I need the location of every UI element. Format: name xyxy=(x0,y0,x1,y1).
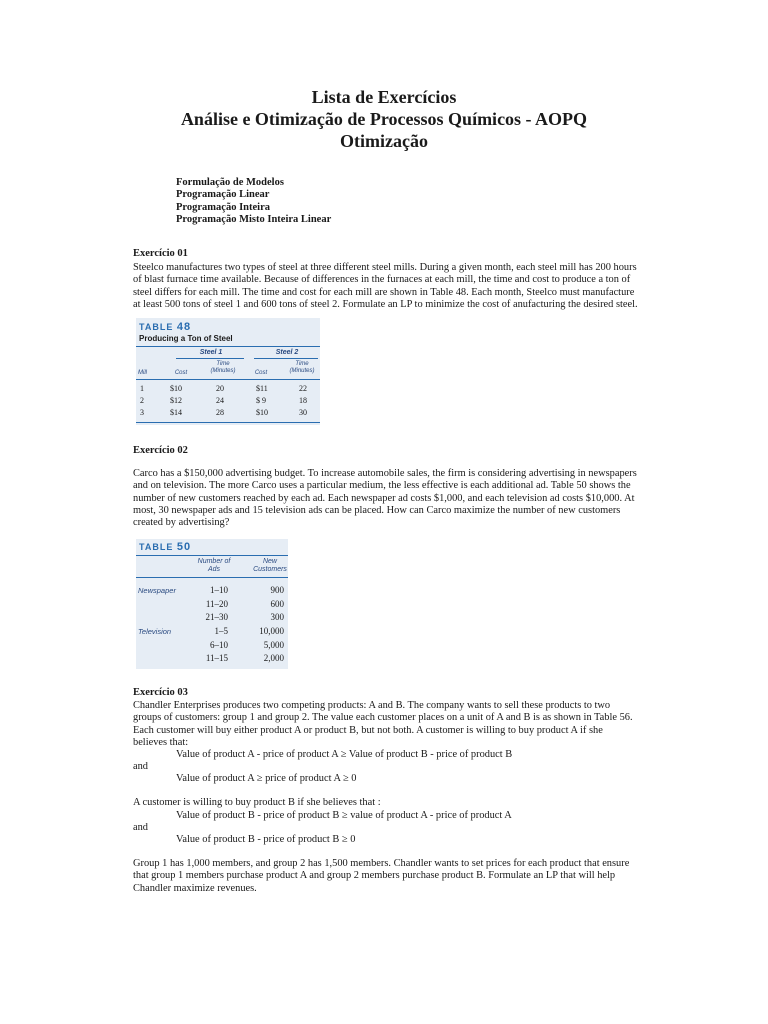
table-48-subtitle: Producing a Ton of Steel xyxy=(139,334,233,343)
divider xyxy=(136,346,320,347)
table-cell: $12 xyxy=(170,396,182,405)
condition-a1: Value of product A - price of product A ≥ Value of product B - price of product B xyxy=(176,749,513,760)
table-cell: 18 xyxy=(299,396,307,405)
table-cell: 300 xyxy=(270,612,284,622)
col-header-new-customers: New Customers xyxy=(253,558,287,573)
title-block xyxy=(0,86,768,152)
title-line-3: Otimização xyxy=(340,131,428,151)
exercise-03-closing: Group 1 has 1,000 members, and group 2 has 1,500 members. Chandler wants to set prices for each product that ensure that group 1 members purchase product A and group 2 members purchase product B. Formulate an LP that will help Chandler maximize revenues. xyxy=(133,858,630,894)
table-48-label: TABLE 48 xyxy=(139,321,192,333)
exercise-01-text: Steelco manufactures two types of steel at three different steel mills. During a given month, each steel mill has 200 hours of blast furnace time available. Because of differences in the furnaces at each mill, the time and cost to produce a ton of steel differs for each mill. The time and cost for each mill are shown in Table 48. Each month, Steelco must manufacture at least 500 tons of steel 1 and 600 tons of steel 2. Formulate an LP to minimize the cost of anufacturing the desired steel. xyxy=(133,262,638,310)
table-cell: 11–20 xyxy=(205,599,228,609)
title-line-2: Análise e Otimização de Processos Químicos - AOPQ xyxy=(180,109,588,129)
product-b-intro: A customer is willing to buy product B if she believes that : xyxy=(133,797,381,808)
table-cell: 28 xyxy=(216,408,224,417)
table-cell: $ 9 xyxy=(256,396,266,405)
table-cell: 2,000 xyxy=(263,653,284,663)
row-label-television: Television xyxy=(138,627,172,636)
topic-item: Programação Misto Inteira Linear xyxy=(176,214,332,226)
table-cell: $10 xyxy=(256,408,268,417)
table-cell: 3 xyxy=(140,408,144,417)
table-cell: 1 xyxy=(140,384,144,393)
exercise-02-text: Carco has a $150,000 advertising budget. To increase automobile sales, the firm is considering advertising in newspapers and on television. The more Carco uses a particular medium, the less effective is each additional ad. Table 50 shows the number of new customers reached by each ad. Each newspaper ad costs $1,000, and each television ad costs $10,000. At most, 30 newspaper ads and 15 television ads can be placed. How can Carco maximize the number of new customers created by advertising? xyxy=(133,468,637,529)
table-cell: 10,000 xyxy=(259,626,284,636)
exercise-01-heading: Exercício 01 xyxy=(133,248,188,259)
topic-item: Programação Inteira xyxy=(176,201,270,213)
divider xyxy=(176,358,244,359)
table-cell: 30 xyxy=(299,408,307,417)
and-connector: and xyxy=(133,822,149,833)
divider xyxy=(136,422,320,423)
table-cell: $11 xyxy=(256,384,268,393)
divider xyxy=(136,555,288,556)
table-cell: $10 xyxy=(170,384,182,393)
table-cell: 24 xyxy=(216,396,224,405)
table-cell: 1–5 xyxy=(214,626,228,636)
row-label-newspaper: Newspaper xyxy=(138,586,176,595)
group-header-steel-2: Steel 2 xyxy=(275,349,299,356)
condition-b1: Value of product B - price of product B ≥ value of product A - price of product A xyxy=(176,810,512,821)
table-50-label: TABLE 50 xyxy=(139,541,192,553)
table-cell: 6–10 xyxy=(210,640,228,650)
table-cell: 11–15 xyxy=(205,653,228,663)
table-cell: 900 xyxy=(270,585,284,595)
table-cell: 21–30 xyxy=(205,612,228,622)
table-cell: 2 xyxy=(140,396,144,405)
col-header-time-1: Time (Minutes) xyxy=(210,361,236,374)
col-header-time-2: Time (Minutes) xyxy=(289,361,315,374)
table-cell: 1–10 xyxy=(210,585,228,595)
col-header-cost-2: Cost xyxy=(254,370,268,376)
table-cell: 5,000 xyxy=(263,640,284,650)
col-header-mill: Mill xyxy=(138,370,147,376)
group-header-steel-1: Steel 1 xyxy=(199,349,223,356)
divider xyxy=(254,358,318,359)
table-cell: $14 xyxy=(170,408,182,417)
table-48 xyxy=(136,318,320,425)
divider xyxy=(136,577,288,578)
title-line-1: Lista de Exercícios xyxy=(311,87,457,107)
table-cell: 20 xyxy=(216,384,224,393)
table-cell: 22 xyxy=(299,384,307,393)
col-header-cost-1: Cost xyxy=(174,370,188,376)
exercise-03-heading: Exercício 03 xyxy=(133,687,188,698)
divider xyxy=(136,379,320,380)
table-50 xyxy=(136,539,288,669)
col-header-number-of-ads: Number of Ads xyxy=(197,558,231,573)
exercise-03-intro: Chandler Enterprises produces two competing products: A and B. The company wants to sell these products to two groups of customers: group 1 and group 2. The value each customer places on a unit of A and B is as shown in Table 56. Each customer will buy either product A or product B, but not both. A customer is willing to buy product A if she believes that: xyxy=(133,700,633,748)
topics-list xyxy=(176,177,331,227)
topic-item: Formulação de Modelos xyxy=(176,177,284,188)
table-cell: 600 xyxy=(270,599,284,609)
condition-b2: Value of product B - price of product B ≥ 0 xyxy=(176,834,356,845)
and-connector: and xyxy=(133,761,149,772)
exercise-02-heading: Exercício 02 xyxy=(133,445,188,456)
condition-a2: Value of product A ≥ price of product A ≥ 0 xyxy=(176,773,357,784)
topic-item: Programação Linear xyxy=(176,189,270,201)
